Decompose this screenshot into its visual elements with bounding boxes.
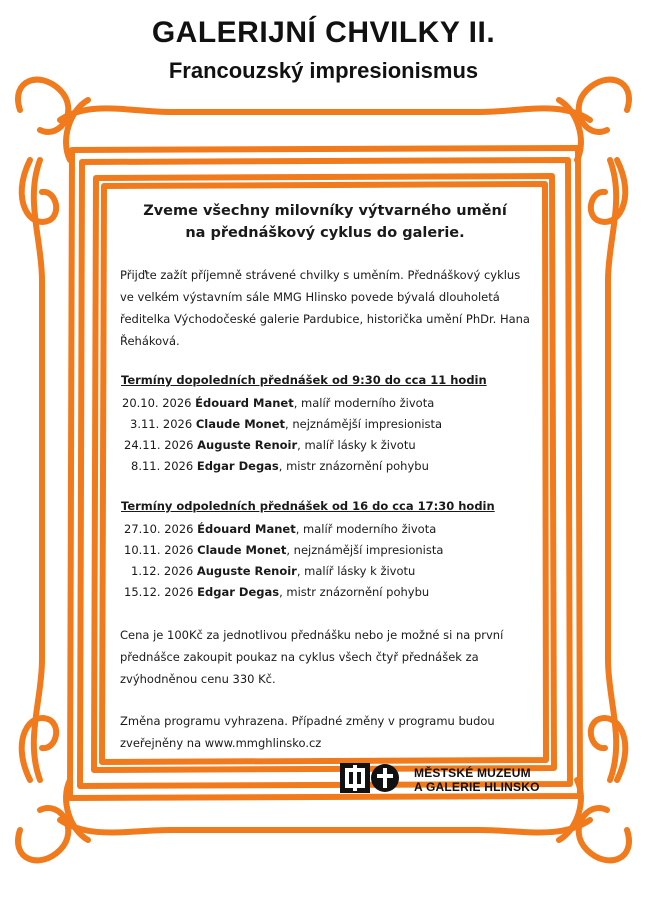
notice-paragraph: Změna programu vyhrazena. Případné změny v programu budou zveřejněny na www.mmghlinsko.cz — [120, 714, 495, 750]
row-artist: Auguste Renoir — [197, 438, 298, 452]
row-date: 8.11. 2026 — [131, 459, 194, 473]
row-description: , malíř lásky k životu — [296, 564, 416, 578]
row-date: 10.11. 2026 — [124, 543, 194, 557]
page-subtitle: Francouzský impresionismus — [168, 58, 479, 83]
row-date: 24.11. 2026 — [124, 438, 194, 452]
row-description: , mistr znázornění pohybu — [278, 459, 429, 473]
row-artist: Claude Monet — [197, 543, 287, 557]
museum-logo — [339, 762, 549, 796]
morning-row-4 — [131, 459, 429, 473]
morning-row-3 — [124, 438, 416, 452]
afternoon-row-3 — [131, 564, 415, 578]
row-description: , nejznámější impresionista — [285, 417, 443, 431]
row-date: 27.10. 2026 — [124, 522, 194, 536]
row-artist: Edgar Degas — [197, 585, 280, 599]
afternoon-row-2 — [124, 543, 443, 557]
museum-logo-icon — [339, 762, 403, 794]
row-artist: Claude Monet — [195, 417, 286, 431]
row-artist: Auguste Renoir — [196, 564, 297, 578]
logo-line-1: MĚSTSKÉ MUZEUM — [414, 766, 531, 780]
afternoon-schedule-heading: Termíny odpoledních přednášek od 16 do cca 17:30 hodin — [121, 499, 495, 513]
row-date: 15.12. 2026 — [124, 585, 194, 599]
row-date: 20.10. 2026 — [122, 396, 192, 410]
price-paragraph: Cena je 100Kč za jednotlivou přednášku nebo je možné si na první přednášce zakoupit poukaz na cyklus všech čtyř přednášek za zvýhodněnou cenu 330 Kč. — [120, 628, 504, 686]
row-artist: Édouard Manet — [195, 396, 294, 410]
description-paragraph: Přijďte zažít příjemně strávené chvilky s uměním. Přednáškový cyklus ve velkém výstavním sále MMG Hlinsko povede bývalá dlouholetá ředitelka Východočeské galerie Pardubice, historička umění PhDr. Hana Řeháková. — [120, 268, 530, 348]
row-description: , malíř lásky k životu — [297, 438, 416, 452]
afternoon-row-1 — [124, 522, 436, 536]
invitation-heading — [120, 200, 530, 244]
afternoon-row-4 — [124, 585, 429, 599]
page-title: GALERIJNÍ CHVILKY II. — [151, 16, 496, 49]
row-description: , mistr znázornění pohybu — [279, 585, 430, 599]
logo-line-2: A GALERIE HLINSKO — [414, 780, 540, 794]
row-description: , nejznámější impresionista — [286, 543, 444, 557]
row-artist: Edgar Degas — [196, 459, 279, 473]
row-description: , malíř moderního života — [293, 396, 435, 410]
row-date: 3.11. 2026 — [130, 417, 193, 431]
row-description: , malíř moderního života — [295, 522, 437, 536]
invitation-line-1: Zveme všechny milovníky výtvarného umění — [143, 203, 507, 219]
morning-row-2 — [130, 417, 442, 431]
invitation-line-2: na přednáškový cyklus do galerie. — [185, 225, 465, 241]
row-artist: Édouard Manet — [197, 522, 296, 536]
museum-logo-text — [414, 766, 540, 794]
morning-row-1 — [122, 396, 434, 410]
row-date: 1.12. 2026 — [131, 564, 194, 578]
morning-schedule-heading: Termíny dopoledních přednášek od 9:30 do cca 11 hodin — [121, 373, 487, 387]
